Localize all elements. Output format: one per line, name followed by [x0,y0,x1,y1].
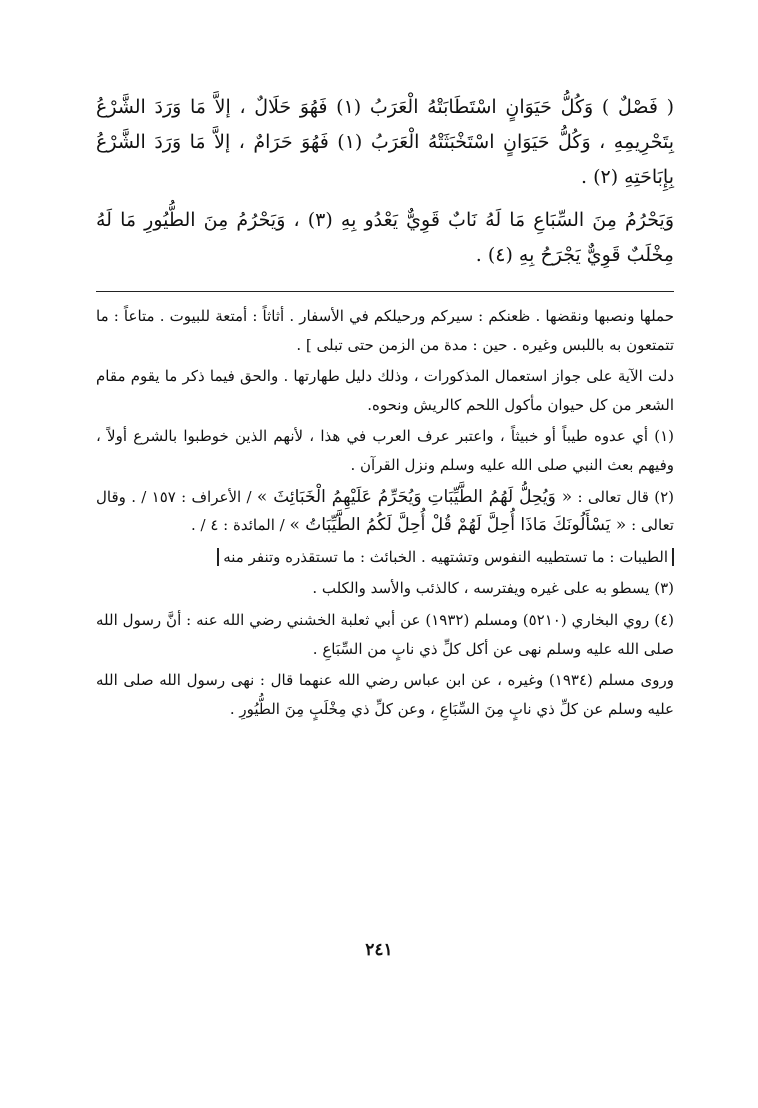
main-paragraph-1: ( فَصْلٌ ) وَكُلُّ حَيَوَانٍ اسْتَطَابَتْهُ الْعَرَبُ (١) فَهُوَ حَلَالٌ ، إلاَّ مَا وَرَدَ الشَّرْعُ بِتَحْرِيمِهِ ، وَكُلُّ حَيَوَانٍ اسْتَخْبَثَتْهُ الْعَرَبُ (١) فَهُوَ حَرَامٌ ، إلاَّ مَا وَرَدَ الشَّرْعُ بِإِبَاحَتِهِ (٢) . [96,96,674,188]
footnotes [96,302,674,726]
quran-reference-2: / المائدة : ٤ / . [190,516,285,535]
footnote-separator [96,291,674,292]
footnote-1: (١) أي عدوه طيباً أو خبيثاً ، واعتبر عرف العرب في هذا ، لأنهم الذين خوطبوا بالشرع أولاً ، وفيهم بعث النبي صلى الله عليه وسلم ونزل القرآن . [96,427,674,474]
footnote-3: (٣) يسطو به على غيره ويفترسه ، كالذئب والأسد والكلب . [312,579,674,598]
quran-quote-2: « يَسْأَلُونَكَ مَاذَا أُحِلَّ لَهُمْ قُلْ أُحِلَّ لَكُمُ الطَّيِّبَاتُ » [289,515,627,536]
page-number: ٢٤١ [365,940,393,960]
footnote-4-b: وروى مسلم (١٩٣٤) وغيره ، عن ابن عباس رضي الله عنهما قال : نهى رسول الله صلى الله عليه وسلم عن كلِّ ذي نابٍ مِنَ السِّبَاعِ ، وعن كلِّ ذي مِخْلَبٍ مِنَ الطُّيُورِ . [96,671,674,718]
footnote-continued-1: حملها ونصبها ونقضها . ظعنكم : سيركم ورحيلكم في الأسفار . أثاثاً : أمتعة للبيوت . متاعاً : ما تتمتعون به باللبس وغيره . حين : مدة من الزمن حتى تبلى ] . [96,307,674,354]
footnote-2-gloss: الطيبات : ما تستطيبه النفوس وتشتهيه . الخبائث : ما تستقذره وتنفر منه [217,548,674,566]
footnote-continued-2: دلت الآية على جواز استعمال المذكورات ، وذلك دليل طهارتها . والحق فيما ذكر ما يقوم مقام الشعر من كل حيوان مأكول اللحم كالريش ونحوه. [96,367,674,414]
footnote-2-gloss-line [96,543,674,572]
footnote-4-a: (٤) روي البخاري (٥٢١٠) ومسلم (١٩٣٢) عن أبي ثعلبة الخشني رضي الله عنه : أنَّ رسول الله صلى الله عليه وسلم نهى عن أكل كلِّ ذي نابٍ من السِّبَاعِ . [96,610,674,658]
quran-quote-1: « وَيُحِلُّ لَهُمُ الطَّيِّبَاتِ وَيُحَرِّمُ عَلَيْهِمُ الْخَبَائِثَ » [256,486,573,507]
footnote-2 [96,483,674,540]
main-paragraph-2: وَيَحْرُمُ مِنَ السِّبَاعِ مَا لَهُ نَابٌ قَوِيٌّ يَعْدُو بِهِ (٣) ، وَيَحْرُمُ مِنَ الطُّيُورِ مَا لَهُ مِخْلَبٌ قَوِيٌّ يَجْرَحُ بِهِ (٤) . [96,209,675,266]
quran-reference-1: / الأعراف : ١٥٧ / . وقال تعالى : [96,487,674,535]
footnote-2-intro: (٢) قال تعالى : [577,487,675,506]
main-text [96,90,674,281]
